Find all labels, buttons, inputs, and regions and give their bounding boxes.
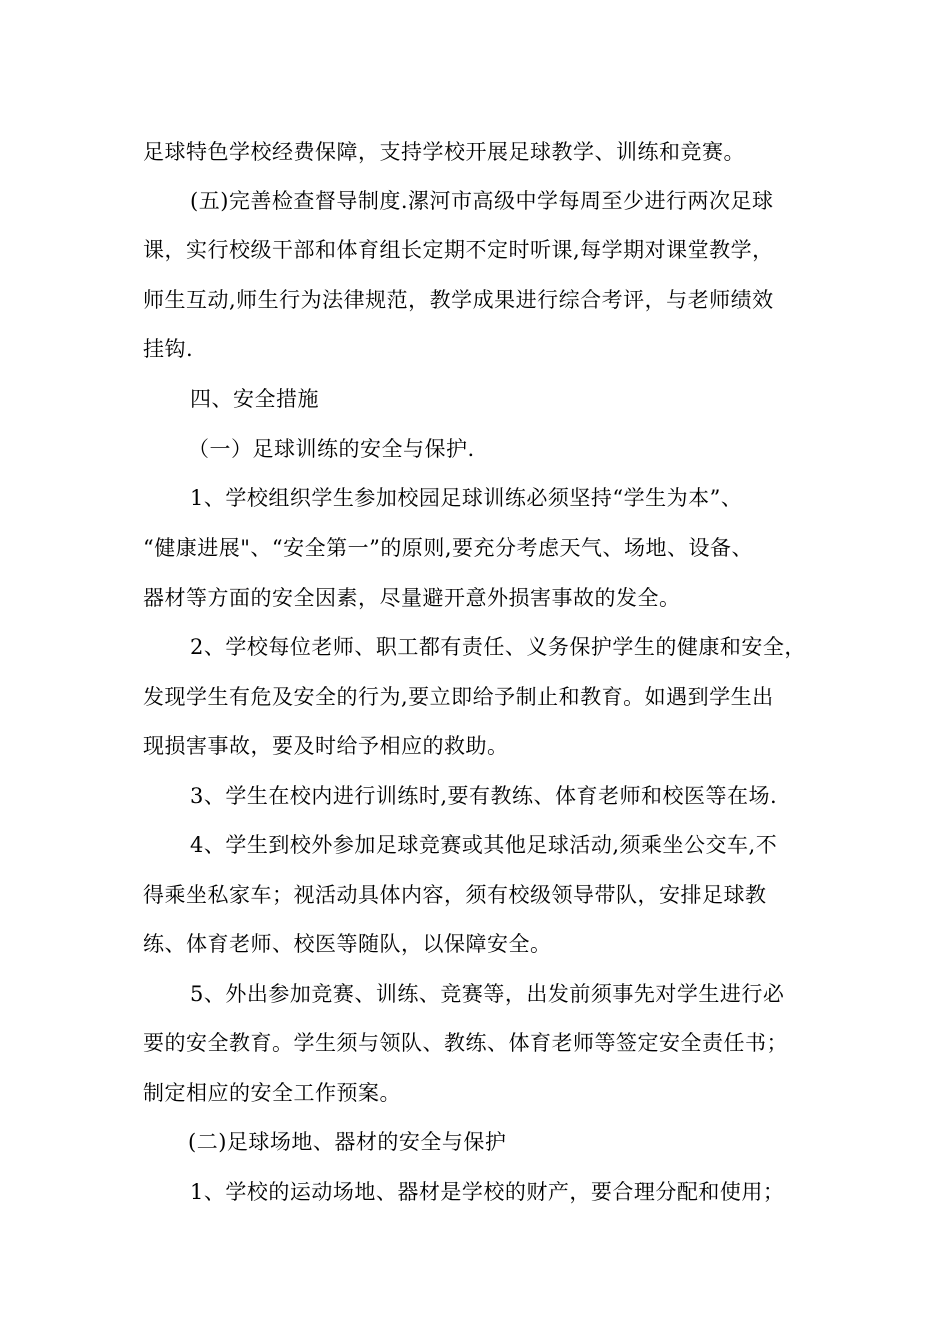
text-line-8: 1、学校组织学生参加校园足球训练必须坚持“学生为本”、 (190, 486, 743, 510)
text-line-16: 得乘坐私家车；视活动具体内容，须有校级领导带队，安排足球教 (143, 883, 767, 907)
section-heading-4: 四、安全措施 (190, 387, 319, 411)
text-line-13: 现损害事故，要及时给予相应的救助。 (143, 734, 509, 758)
text-line-22: 1、学校的运动场地、器材是学校的财产，要合理分配和使用； (190, 1180, 785, 1204)
text-line-4: 师生互动,师生行为法律规范，教学成果进行综合考评，与老师绩效 (143, 288, 774, 312)
text-line-11: 2、学校每位老师、职工都有责任、义务保护学生的健康和安全， (190, 635, 806, 659)
text-line-20: 制定相应的安全工作预案。 (143, 1081, 401, 1105)
text-line-3: 课，实行校级干部和体育组长定期不定时听课,每学期对课堂教学， (143, 238, 774, 262)
text-line-15: 4、学生到校外参加足球竞赛或其他足球活动,须乘坐公交车,不 (190, 833, 778, 857)
text-line-19: 要的安全教育。学生须与领队、教练、体育老师等签定安全责任书； (143, 1031, 788, 1055)
text-line-18: 5、外出参加竞赛、训练、竞赛等，出发前须事先对学生进行必 (190, 982, 785, 1006)
text-line-17: 练、体育老师、校医等随队，以保障安全。 (143, 932, 552, 956)
text-line-2: (五)完善检查督导制度.漯河市高级中学每周至少进行两次足球 (190, 189, 774, 213)
text-line-9: “健康进展"、“安全第一”的原则,要充分考虑天气、场地、设备、 (143, 536, 754, 560)
text-line-10: 器材等方面的安全因素，尽量避开意外损害事故的发全。 (143, 586, 681, 610)
text-line-12: 发现学生有危及安全的行为,要立即给予制止和教育。如遇到学生出 (143, 685, 774, 709)
text-line-5: 挂钩. (143, 337, 194, 361)
text-line-1: 足球特色学校经费保障，支持学校开展足球教学、训练和竞赛。 (143, 140, 745, 164)
subsection-heading-1: （一）足球训练的安全与保护. (188, 437, 475, 461)
subsection-heading-2: (二)足球场地、器材的安全与保护 (188, 1130, 507, 1154)
text-line-14: 3、学生在校内进行训练时,要有教练、体育老师和校医等在场. (190, 784, 778, 808)
